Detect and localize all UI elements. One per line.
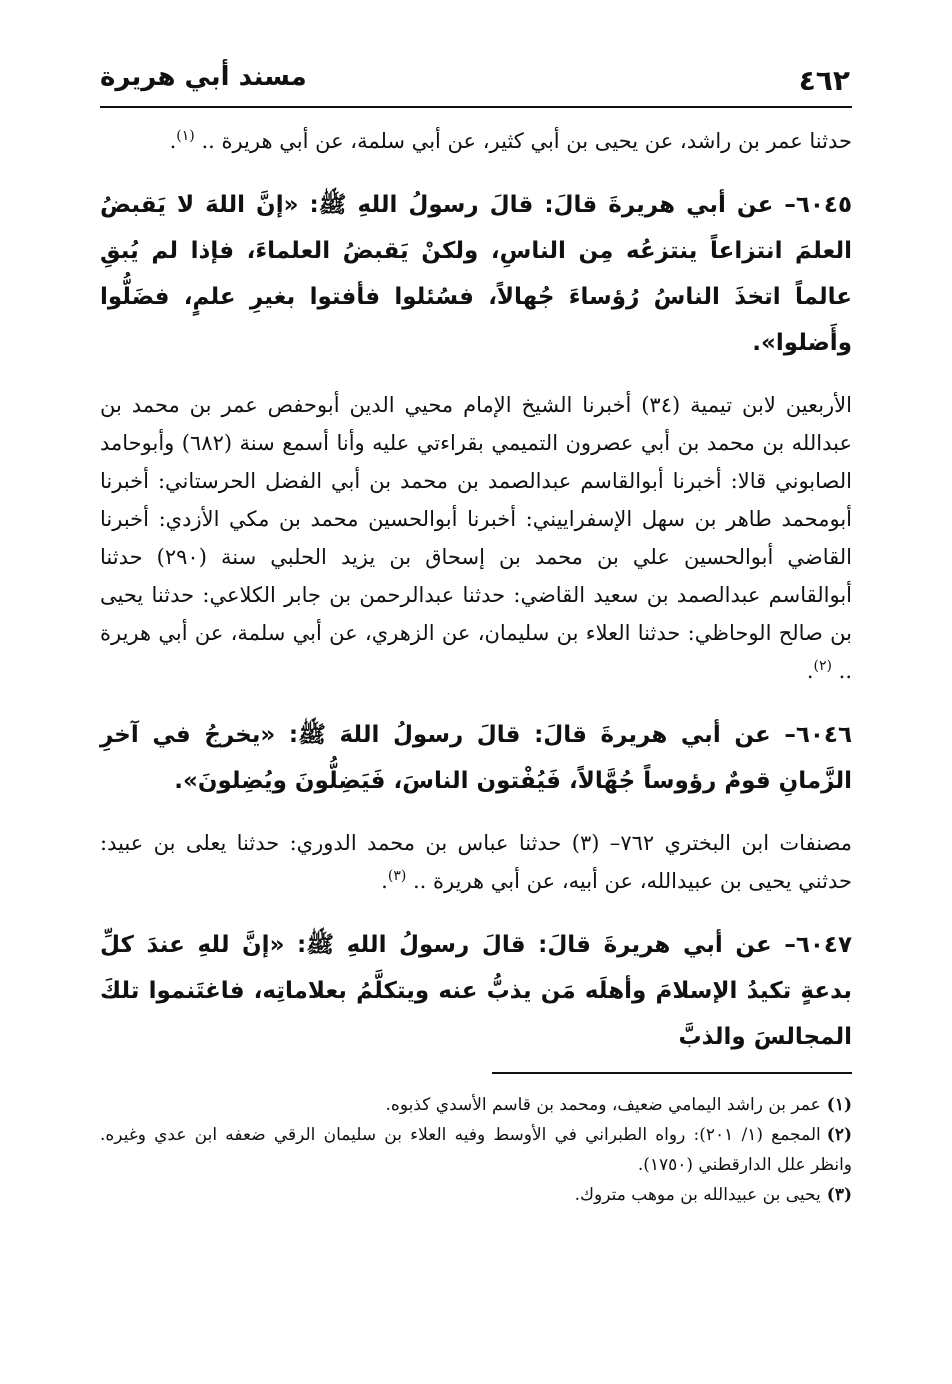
hadith-text: – عن أبي هريرةَ قالَ: قالَ رسولُ اللهِ ﷺ: «إنَّ اللهَ لا يَقبضُ العلمَ انتزاعاً ينتزعُه مِن الناسِ، ولكنْ يَقبضُ العلماءَ، فإذا لم يُبقِ عالماً اتخذَ الناسُ رُؤساءَ جُهالاً، فسُئلوا فأفتوا بغيرِ علمٍ، فضَلُّوا وأَضلوا». [100, 192, 852, 356]
footnote-divider [492, 1072, 852, 1074]
footnote [100, 1120, 852, 1180]
footnote-number: (٣) [826, 1185, 852, 1205]
hadith-text: – عن أبي هريرةَ قالَ: قالَ رسولُ اللهِ ﷺ: «إنَّ للهِ عندَ كلِّ بدعةٍ تكيدُ الإسلامَ وأهلَه مَن يذبُّ عنه ويتكلَّمُ بعلاماتِه، فاغتَنموا تلكَ المجالسَ والذبَّ [100, 932, 852, 1050]
isnad-paragraph [100, 122, 852, 160]
footnote-number: (١) [826, 1095, 852, 1115]
footnotes [100, 1090, 852, 1210]
footnote-text: المجمع (١/ ٢٠١): رواه الطبراني في الأوسط وفيه العلاء بن سليمان الرقي ضعفه ابن عدي وغيره. وانظر علل الدارقطني (١٧٥٠). [100, 1125, 852, 1175]
footnote-ref: (٢) [813, 658, 832, 674]
hadith-paragraph [100, 922, 852, 1060]
isnad-text: الأربعين لابن تيمية (٣٤) أخبرنا الشيخ الإمام محيي الدين أبوحفص عمر بن محمد بن عبدالله بن محمد بن أبي عصرون التميمي بقراءتي عليه وأنا أسمع سنة (٦٨٢) وأبوحامد الصابوني قالا: أخبرنا أبوالقاسم عبدالصمد بن محمد بن أبي الفضل الحرستاني: أخبرنا أبومحمد طاهر بن سهل الإسفراييني: أخبرنا أبوالحسين محمد بن مكي الأزدي: أخبرنا القاضي أبوالحسين علي بن محمد بن إسحاق بن يزيد الحلبي سنة (٢٩٠) حدثنا أبوالقاسم عبدالصمد بن سعيد القاضي: حدثنا عبدالرحمن بن جابر الكلاعي: حدثنا يحيى بن صالح الوحاظي: حدثنا العلاء بن سليمان، عن الزهري، عن أبي سلمة، عن أبي هريرة .. [100, 393, 853, 683]
hadith-number: ٦٠٤٧ [795, 932, 852, 958]
document-page [100, 58, 852, 1210]
footnote-text: عمر بن راشد اليمامي ضعيف، ومحمد بن قاسم الأسدي كذبوه. [385, 1095, 821, 1115]
footnote-number: (٢) [826, 1125, 852, 1145]
hadith-paragraph [100, 712, 852, 804]
period: . [381, 869, 388, 893]
body-text [100, 122, 852, 1060]
hadith-paragraph [100, 182, 852, 366]
hadith-number: ٦٠٤٥ [795, 192, 852, 218]
footnote-ref: (٣) [387, 868, 407, 884]
footnote-ref: (١) [176, 128, 195, 144]
page-number: ٤٦٢ [798, 64, 850, 97]
isnad-paragraph [100, 386, 852, 690]
running-head [100, 58, 852, 108]
period: . [806, 659, 814, 683]
hadith-text: – عن أبي هريرةَ قالَ: قالَ رسولُ اللهَ ﷺ: «يخرجُ في آخرِ الزَّمانِ قومٌ رؤوساً جُهَّالاً، فَيُفْتون الناسَ، فَيَضِلُّونَ ويُضِلونَ». [100, 722, 852, 794]
footnote [100, 1180, 852, 1210]
isnad-text: حدثنا عمر بن راشد، عن يحيى بن أبي كثير، عن أبي سلمة، عن أبي هريرة .. [194, 129, 852, 153]
footnote-text: يحيى بن عبيدالله بن موهب متروك. [574, 1185, 821, 1205]
isnad-text: مصنفات ابن البختري ٧٦٢– (٣) حدثنا عباس بن محمد الدوري: حدثنا يعلى بن عبيد: حدثني يحيى بن عبيدالله، عن أبيه، عن أبي هريرة .. [100, 831, 852, 893]
hadith-number: ٦٠٤٦ [795, 722, 852, 748]
period: . [169, 129, 177, 153]
isnad-paragraph [100, 824, 852, 900]
footnote [100, 1090, 852, 1120]
book-title: مسند أبي هريرة [100, 62, 307, 92]
